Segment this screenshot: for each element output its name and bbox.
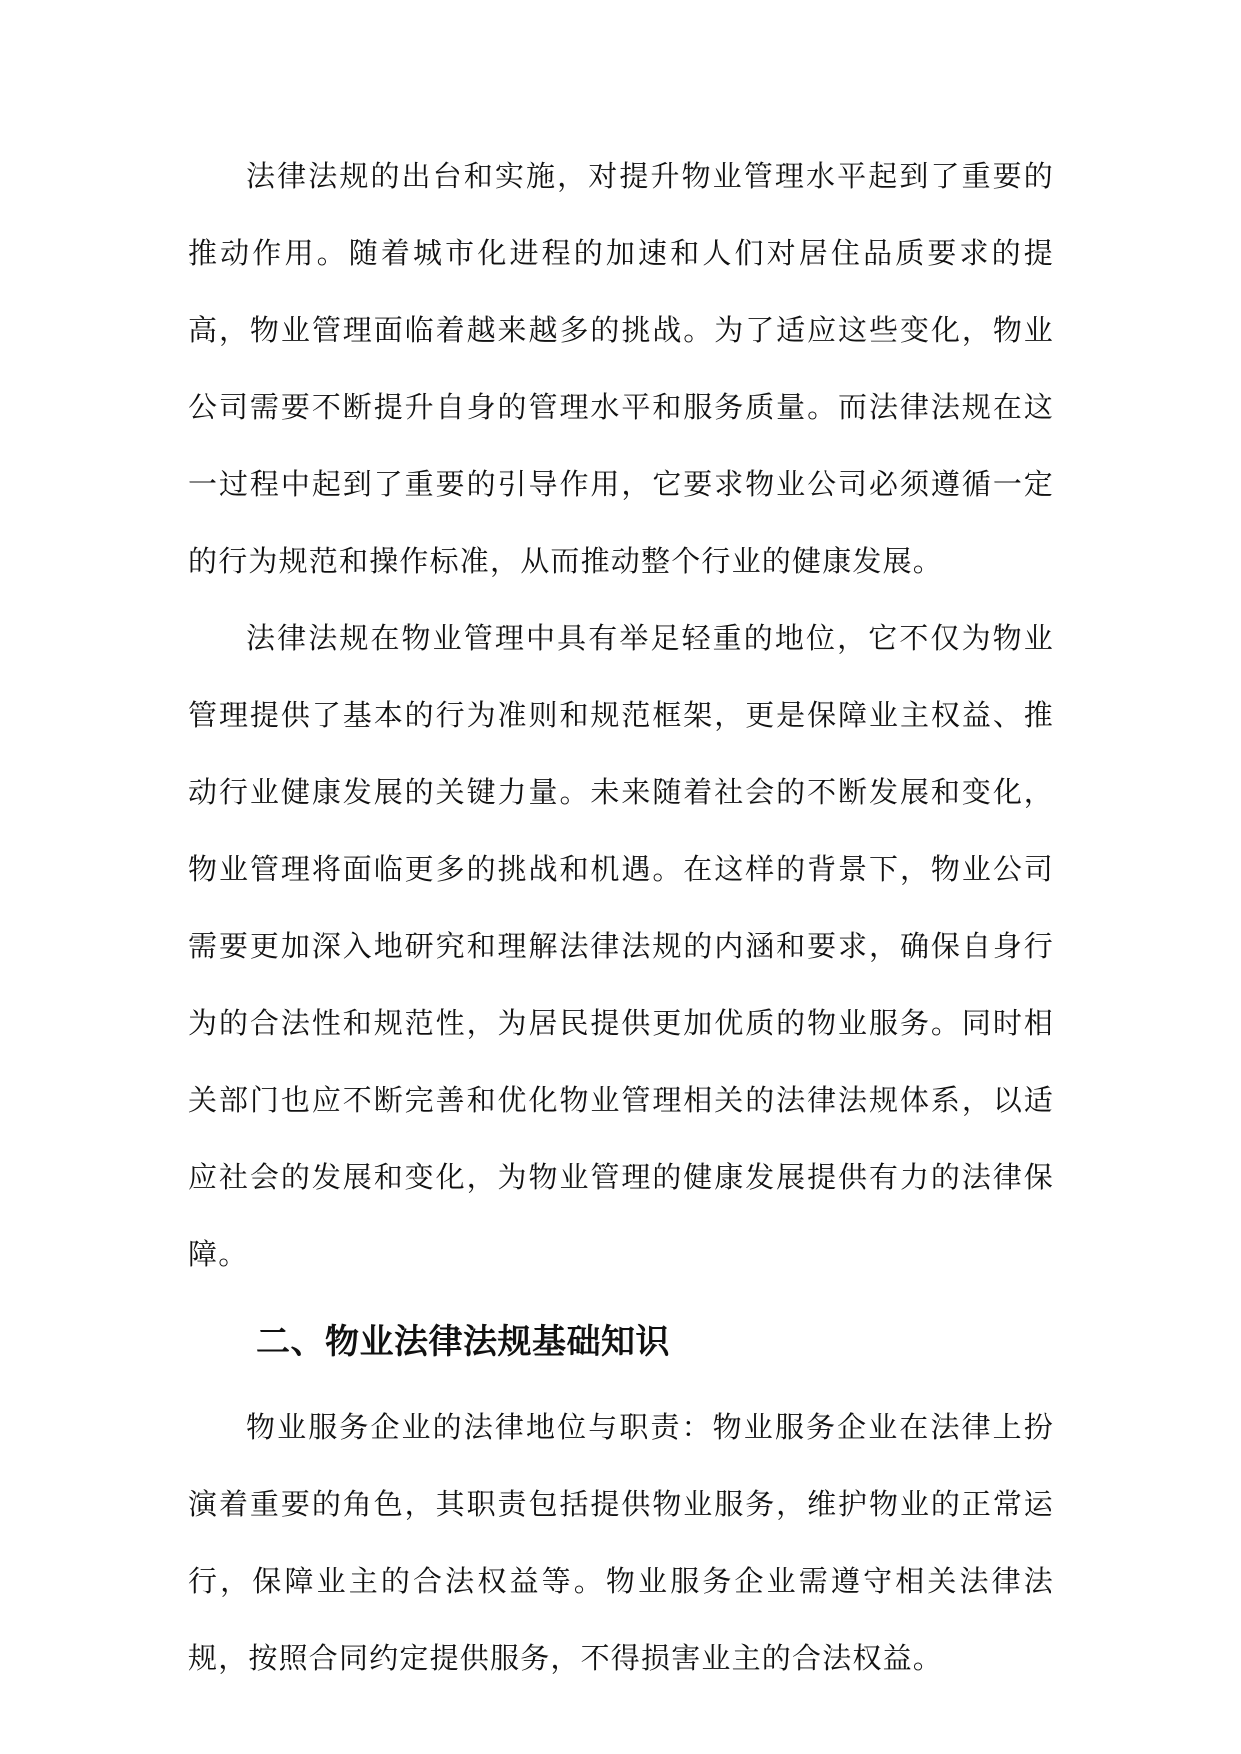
section-heading: 二、物业法律法规基础知识 [256, 1322, 670, 1362]
section-paragraph: 物业服务企业的法律地位与职责：物业服务企业在法律上扮演着重要的角色，其职责包括提供物业服务，维护物业的正常运行，保障业主的合法权益等。物业服务企业需遵守相关法律法规，按照合同约定提供服务，不得损害业主的合法权益。 [188, 1410, 1054, 1675]
document-body [188, 138, 1054, 1697]
paragraph-2: 法律法规在物业管理中具有举足轻重的地位，它不仅为物业管理提供了基本的行为准则和规范框架，更是保障业主权益、推动行业健康发展的关键力量。未来随着社会的不断发展和变化，物业管理将面临更多的挑战和机遇。在这样的背景下，物业公司需要更加深入地研究和理解法律法规的内涵和要求，确保自身行为的合法性和规范性，为居民提供更加优质的物业服务。同时相关部门也应不断完善和优化物业管理相关的法律法规体系，以适应社会的发展和变化，为物业管理的健康发展提供有力的法律保障。 [188, 621, 1054, 1271]
paragraph-1: 法律法规的出台和实施，对提升物业管理水平起到了重要的推动作用。随着城市化进程的加速和人们对居住品质要求的提高，物业管理面临着越来越多的挑战。为了适应这些变化，物业公司需要不断提升自身的管理水平和服务质量。而法律法规在这一过程中起到了重要的引导作用，它要求物业公司必须遵循一定的行为规范和操作标准，从而推动整个行业的健康发展。 [188, 159, 1054, 578]
